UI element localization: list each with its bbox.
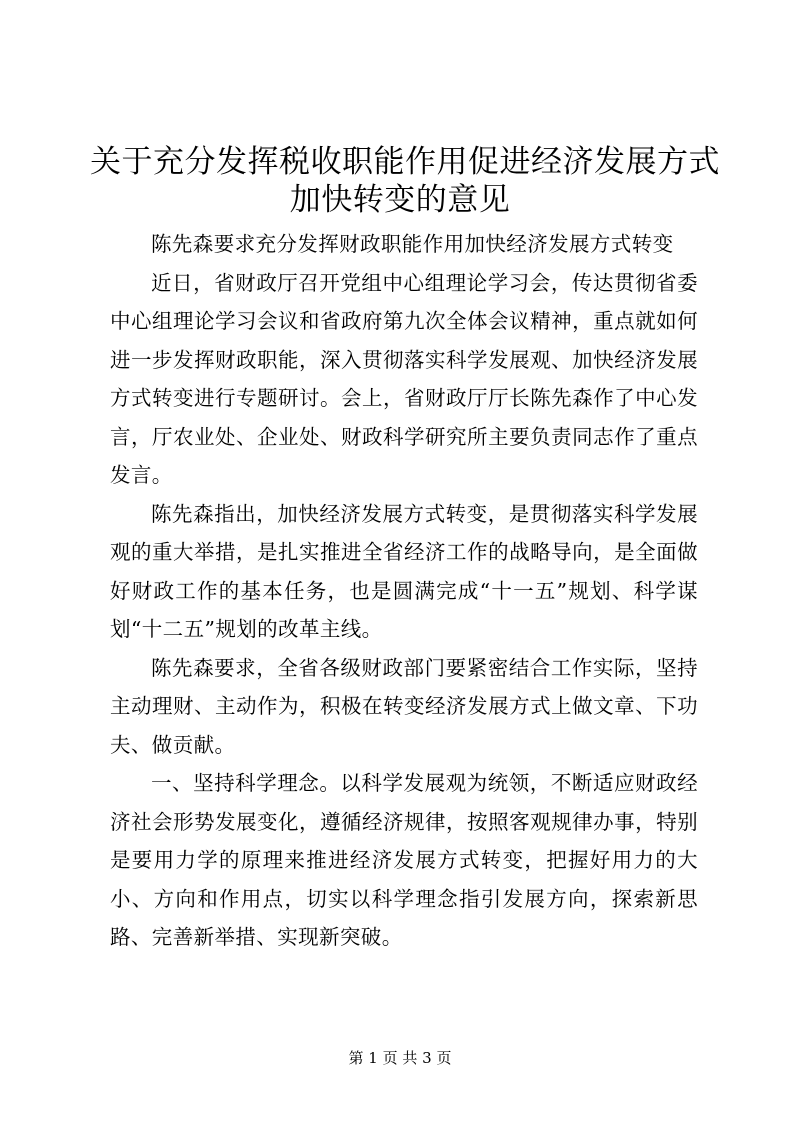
title-line-2: 加快转变的意见 [289,182,511,218]
paragraph: 陈先森要求，全省各级财政部门要紧密结合工作实际，坚持主动理财、主动作为，积极在转变经济发展方式上做文章、下功夫、做贡献。 [110,655,698,757]
paragraph: 一、坚持科学理念。以科学发展观为统领，不断适应财政经济社会形势发展变化，遵循经济规律，按照客观规律办事，特别是要用力学的原理来推进经济发展方式转变，把握好用力的大小、方向和作用点，切实以科学理念指引发展方向，探索新思路、完善新举措、实现新突破。 [110,771,698,949]
title-line-1: 关于充分发挥税收职能作用促进经济发展方式 [90,144,720,180]
page-footer: 第 1 页 共 3 页 [348,1049,452,1067]
paragraph: 近日，省财政厅召开党组中心组理论学习会，传达贯彻省委中心组理论学习会议和省政府第九次全体会议精神，重点就如何进一步发挥财政职能，深入贯彻落实科学发展观、加快经济发展方式转变进行专题研讨。会上，省财政厅厅长陈先森作了中心发言，厅农业处、企业处、财政科学研究所主要负责同志作了重点发言。 [110,270,698,487]
document-title [90,143,720,219]
document-subtitle: 陈先森要求充分发挥财政职能作用加快经济发展方式转变 [151,232,674,256]
paragraph: 陈先森指出，加快经济发展方式转变，是贯彻落实科学发展观的重大举措，是扎实推进全省经济工作的战略导向，是全面做好财政工作的基本任务，也是圆满完成“十一五”规划、科学谋划“十二五”规划的改革主线。 [110,501,698,641]
document-body [110,225,698,957]
